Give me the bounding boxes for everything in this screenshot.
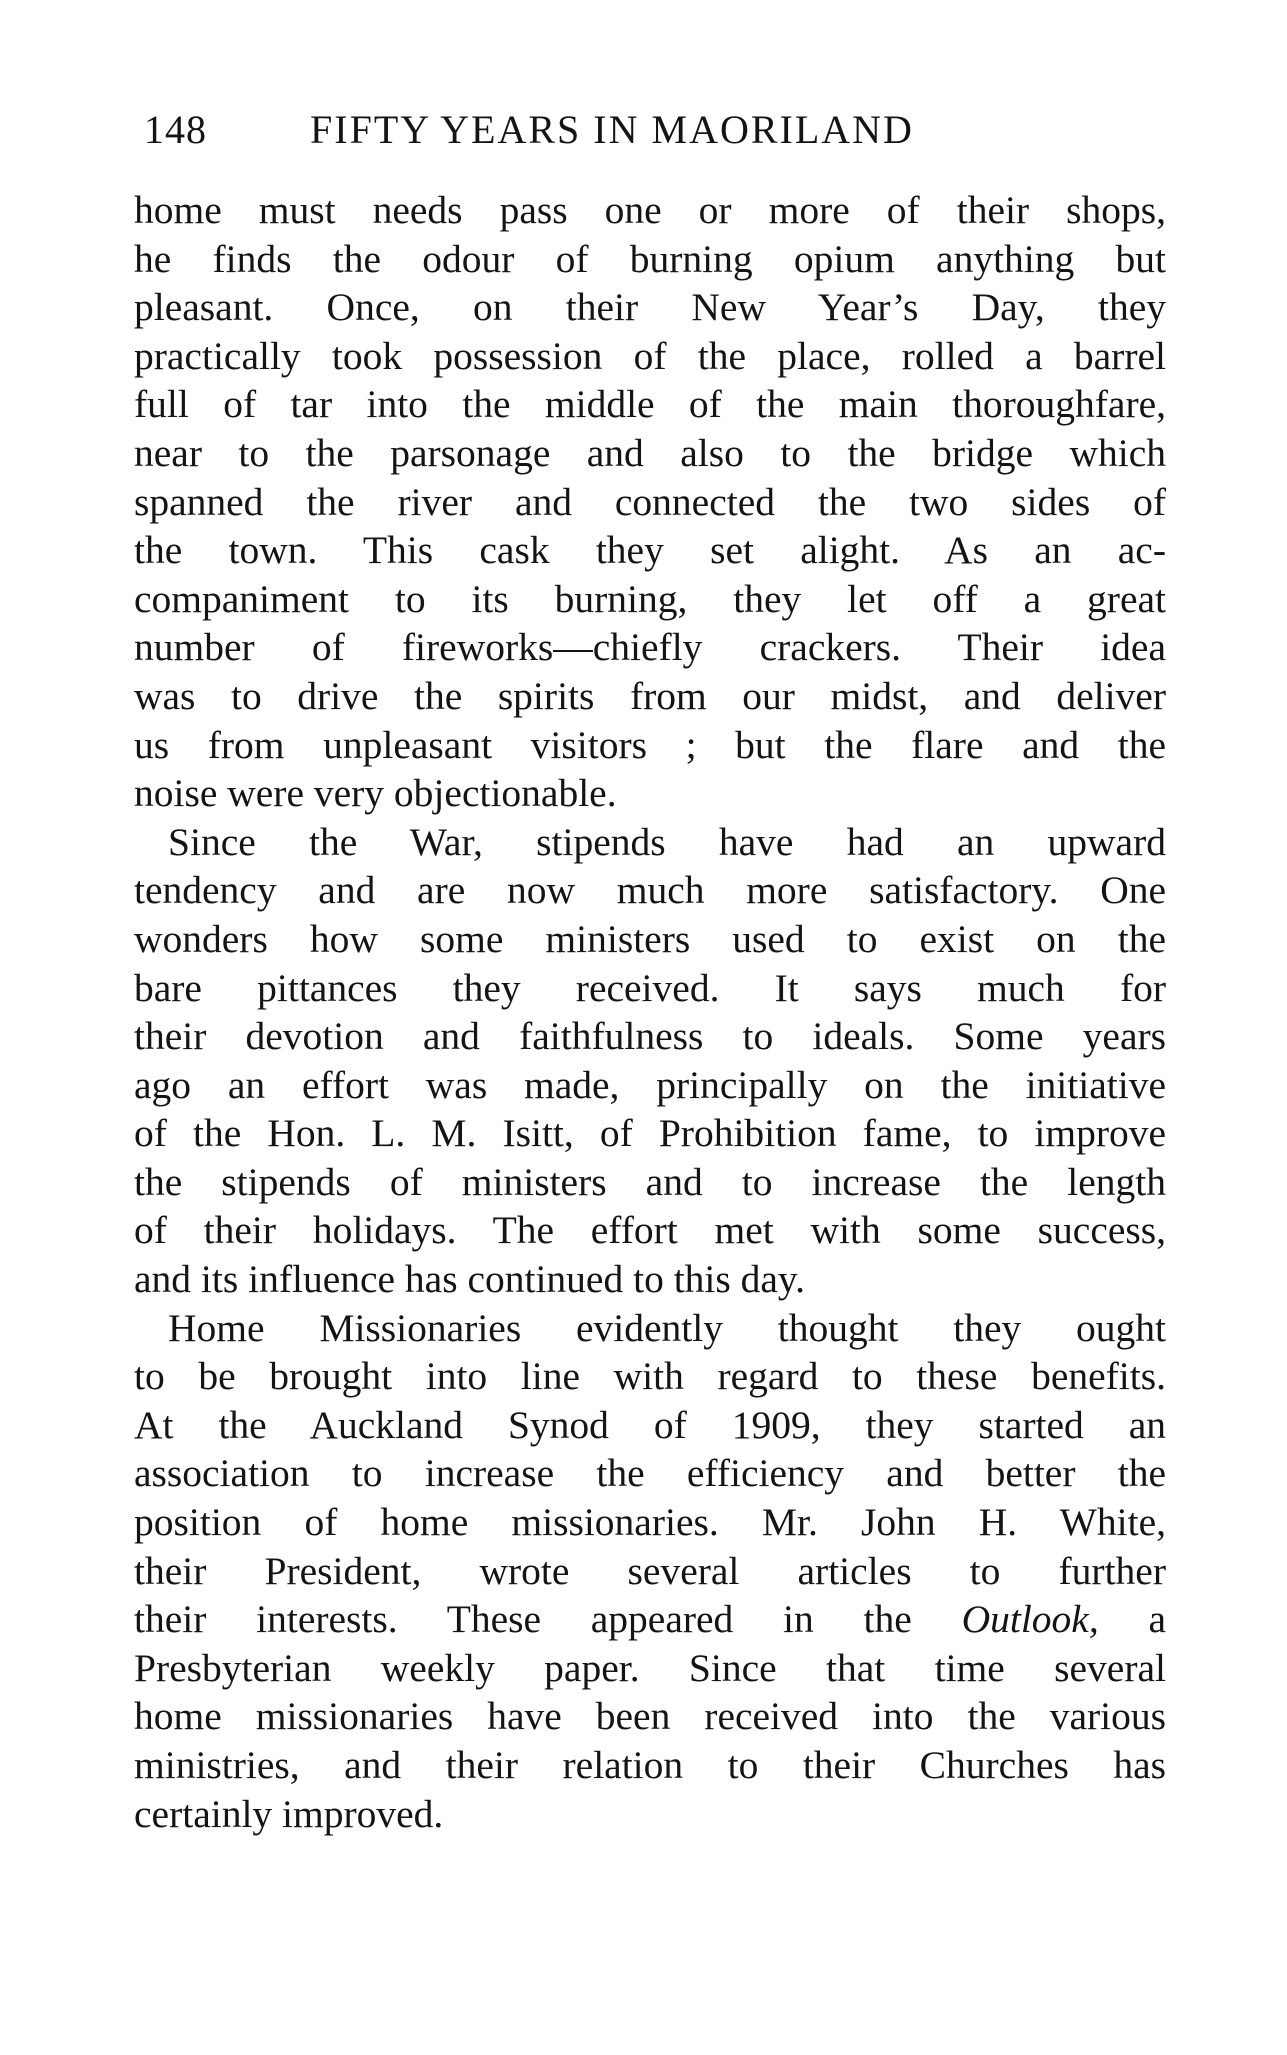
text-line: association to increase the efficiency and better the [134, 1451, 1166, 1496]
text-line-with-italic [134, 1595, 1166, 1644]
page-header [144, 106, 1144, 166]
text-line: Home Missionaries evidently thought they ought [168, 1305, 1166, 1350]
text-line: position of home missionaries. Mr. John H. White, [134, 1500, 1166, 1545]
text-line: noise were very objectionable. [134, 771, 617, 816]
text-line: of their holidays. The effort met with some success, [134, 1208, 1166, 1253]
paragraph-2 [134, 818, 1166, 1304]
text-line: At the Auckland Synod of 1909, they started an [134, 1402, 1166, 1447]
text-line: to be brought into line with regard to these benefits. [134, 1354, 1166, 1399]
running-title: FIFTY YEARS IN MAORILAND [310, 107, 914, 152]
text-line: number of fireworks—chiefly crackers. Their idea [134, 625, 1166, 670]
text-line: the stipends of ministers and to increase the length [134, 1159, 1166, 1204]
text-line: Since the War, stipends have had an upward [168, 819, 1166, 864]
paragraph-1 [134, 186, 1166, 818]
body-text [134, 186, 1166, 1838]
text-line: their President, wrote several articles to further [134, 1548, 1166, 1593]
text-line: full of tar into the middle of the main thoroughfare, [134, 382, 1166, 427]
page-number: 148 [144, 107, 207, 152]
paragraph-3 [134, 1304, 1166, 1839]
publication-title: Outlook, [961, 1597, 1099, 1642]
text-line: was to drive the spirits from our midst, and deliver [134, 673, 1166, 718]
text-line: companiment to its burning, they let off a great [134, 576, 1166, 621]
text-line: wonders how some ministers used to exist on the [134, 916, 1166, 961]
text-line: near to the parsonage and also to the bridge which [134, 430, 1166, 475]
text-line: practically took possession of the place, rolled a barrel [134, 333, 1166, 378]
text-line: us from unpleasant visitors ; but the flare and the [134, 722, 1166, 767]
text-run: a [1098, 1597, 1166, 1642]
text-line: certainly improved. [134, 1791, 444, 1836]
text-line: of the Hon. L. M. Isitt, of Prohibition fame, to improve [134, 1111, 1166, 1156]
text-line: ministries, and their relation to their Churches has [134, 1743, 1166, 1787]
text-line: he finds the odour of burning opium anything but [134, 236, 1166, 281]
text-line: Presbyterian weekly paper. Since that time several [134, 1645, 1166, 1690]
text-line: pleasant. Once, on their New Year’s Day, they [134, 285, 1166, 330]
text-line: tendency and are now much more satisfactory. One [134, 868, 1166, 913]
text-line: home missionaries have been received into the various [134, 1694, 1166, 1739]
text-line: ago an effort was made, principally on the initiative [134, 1062, 1166, 1107]
text-line: the town. This cask they set alight. As an ac- [134, 528, 1166, 573]
text-line: and its influence has continued to this day. [134, 1257, 805, 1302]
text-run: their interests. These appeared in the [134, 1597, 962, 1642]
text-line: spanned the river and connected the two sides of [134, 479, 1166, 524]
text-line: home must needs pass one or more of their shops, [134, 188, 1166, 232]
text-line: bare pittances they received. It says much for [134, 965, 1166, 1010]
text-line: their devotion and faithfulness to ideals. Some years [134, 1014, 1166, 1059]
